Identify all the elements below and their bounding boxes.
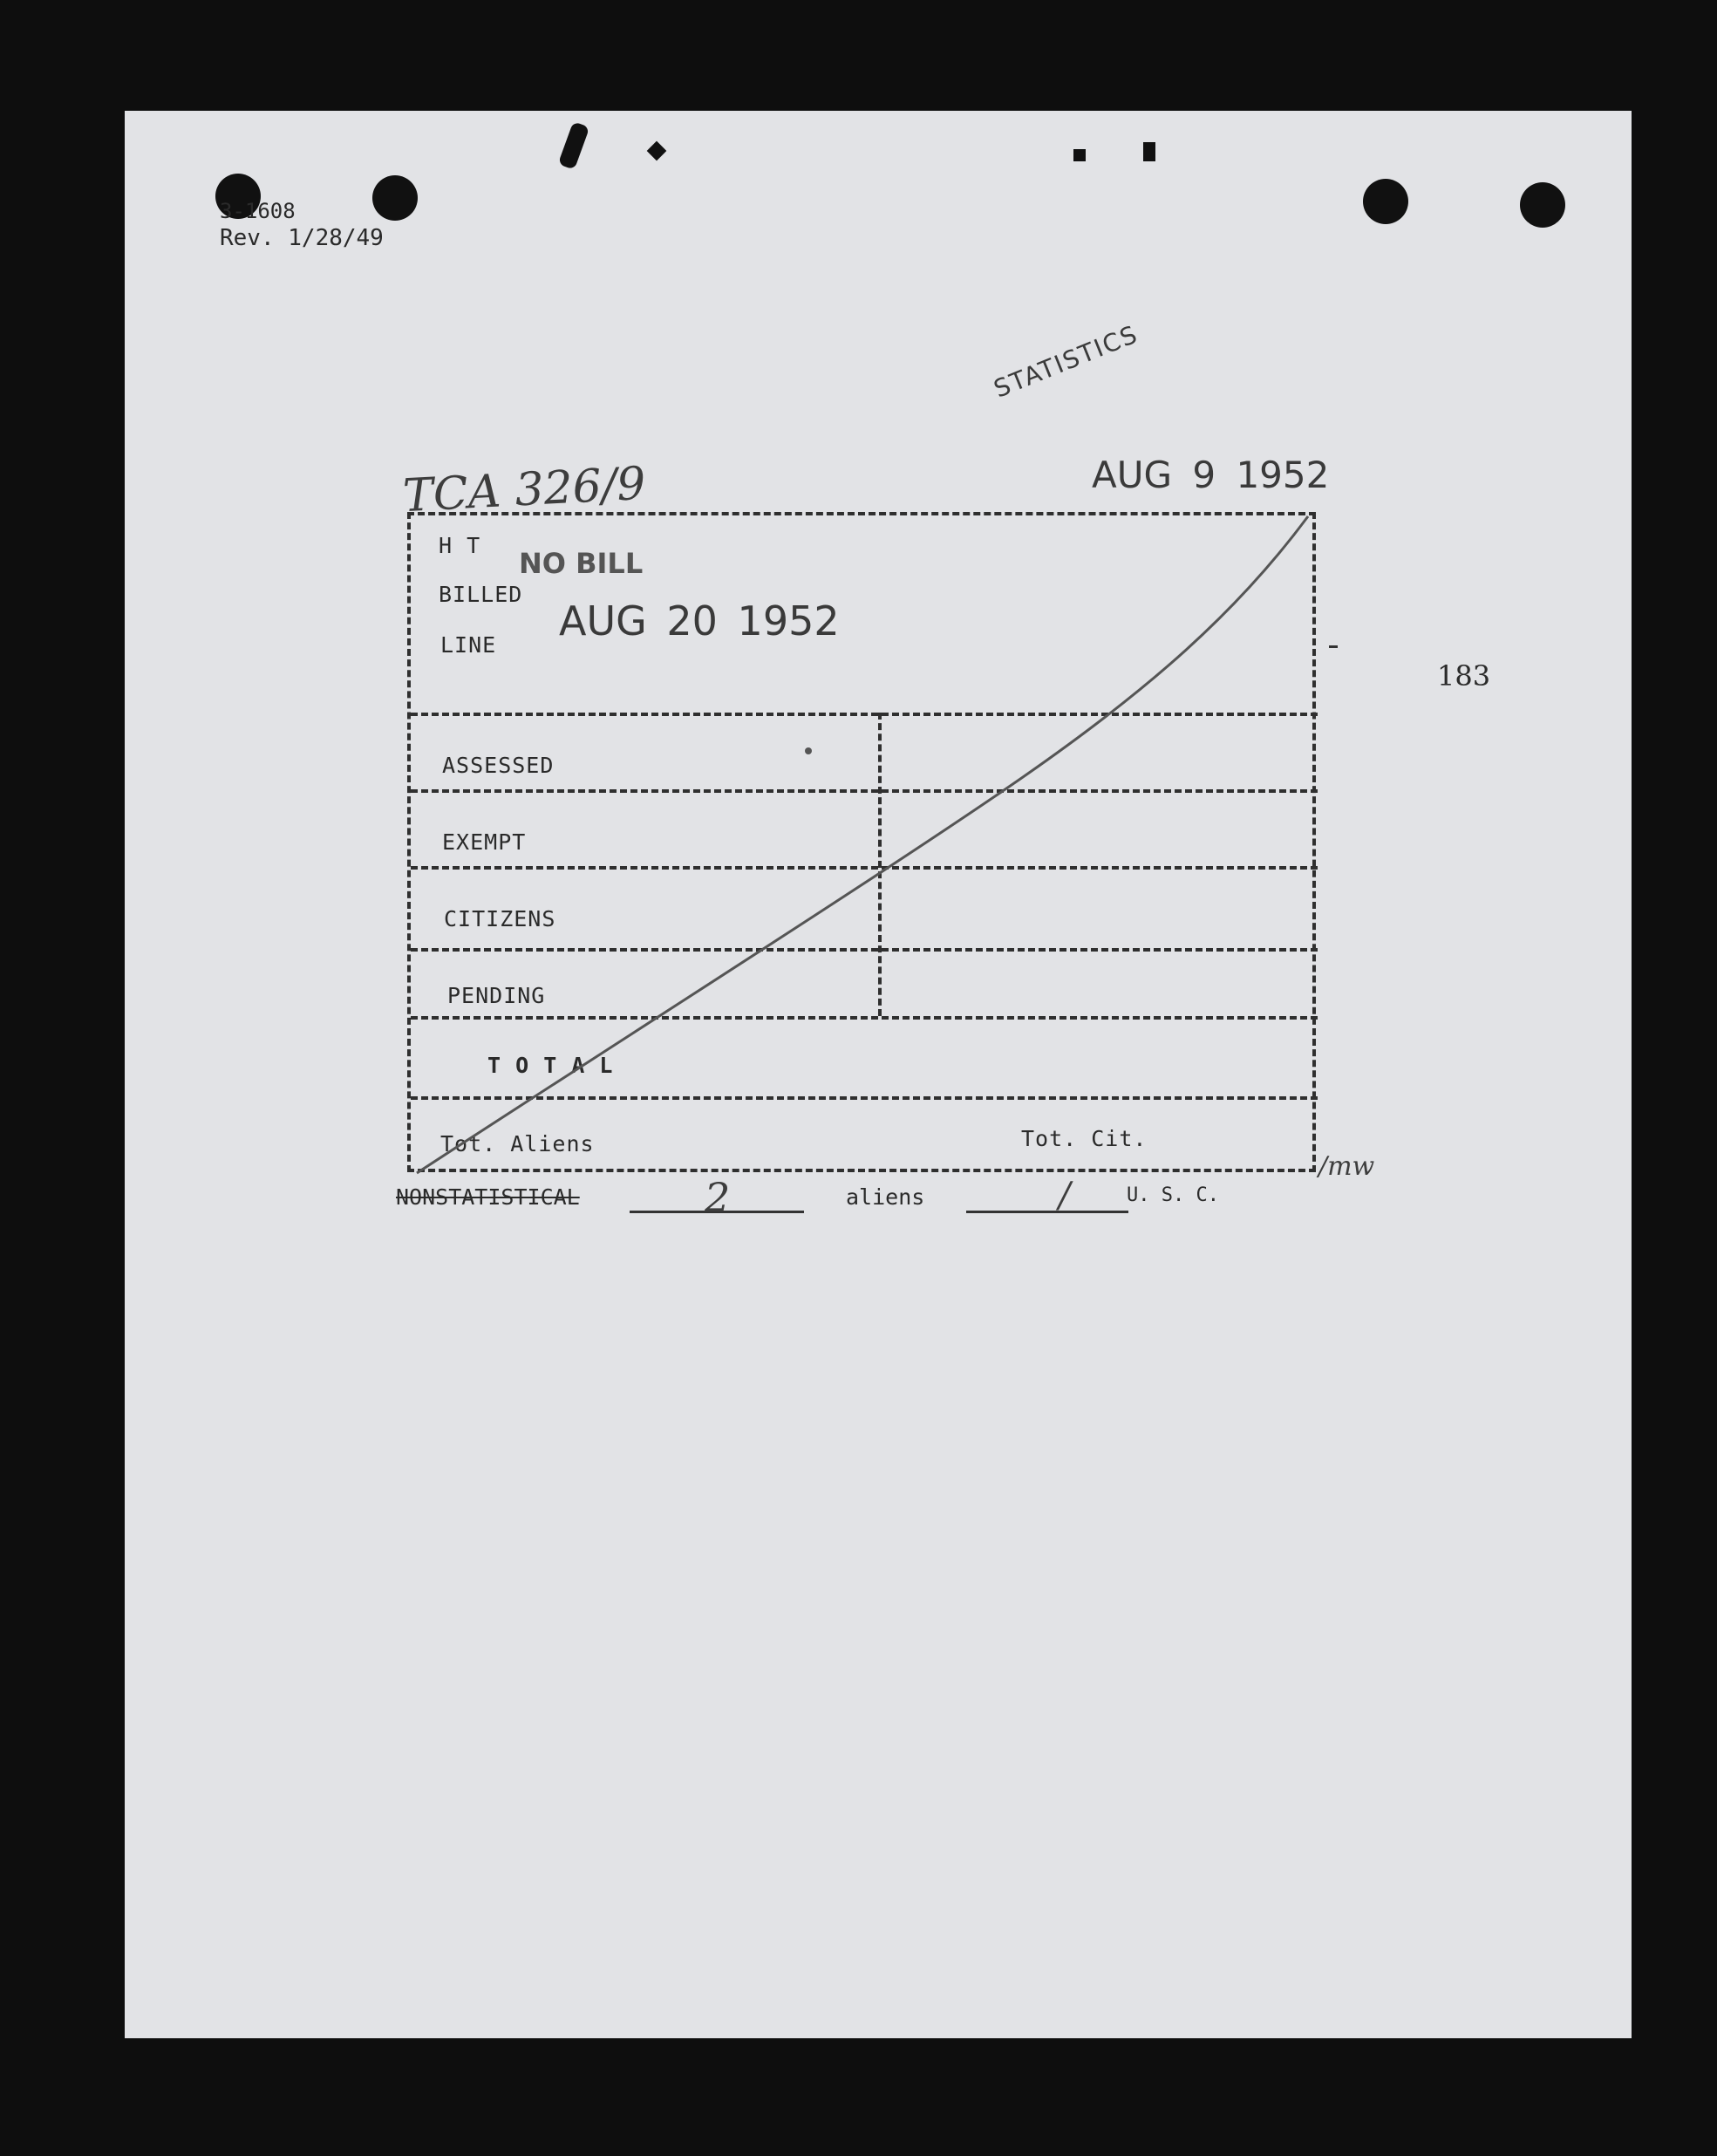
file-number-handwritten: TCA 326/9 xyxy=(401,457,647,523)
ht-label: H T xyxy=(439,533,481,558)
no-bill-stamp: NO BILL xyxy=(519,547,644,580)
aliens-label: aliens xyxy=(846,1184,925,1210)
exempt-label: EXEMPT xyxy=(442,829,527,855)
pending-label: PENDING xyxy=(447,983,546,1008)
billed-label: BILLED xyxy=(439,582,523,607)
page-number: 183 xyxy=(1437,659,1491,693)
usc-label: U. S. C. xyxy=(1127,1184,1219,1206)
tot-aliens-label: Tot. Aliens xyxy=(440,1131,595,1156)
nonstatistical-line xyxy=(394,1174,1266,1223)
line-label: LINE xyxy=(440,632,497,658)
aliens-count: 2 xyxy=(705,1174,731,1221)
nonstatistical-label: NONSTATISTICAL xyxy=(396,1184,580,1210)
form-number: 3-1608 xyxy=(220,199,296,223)
billed-date-stamp: AUG 20 1952 xyxy=(559,597,840,645)
assessed-label: ASSESSED xyxy=(442,753,555,778)
received-date-stamp: AUG 9 1952 xyxy=(1092,454,1330,496)
initials-handwritten: /mw xyxy=(1318,1151,1375,1182)
underline xyxy=(966,1211,1128,1213)
statistics-stamp: STATISTICS xyxy=(990,319,1143,404)
tot-cit-label: Tot. Cit. xyxy=(1021,1126,1148,1151)
usc-count: / xyxy=(1059,1176,1071,1216)
citizens-label: CITIZENS xyxy=(444,906,556,931)
total-label: T O T A L xyxy=(487,1053,614,1078)
revision-date: Rev. 1/28/49 xyxy=(220,225,384,251)
